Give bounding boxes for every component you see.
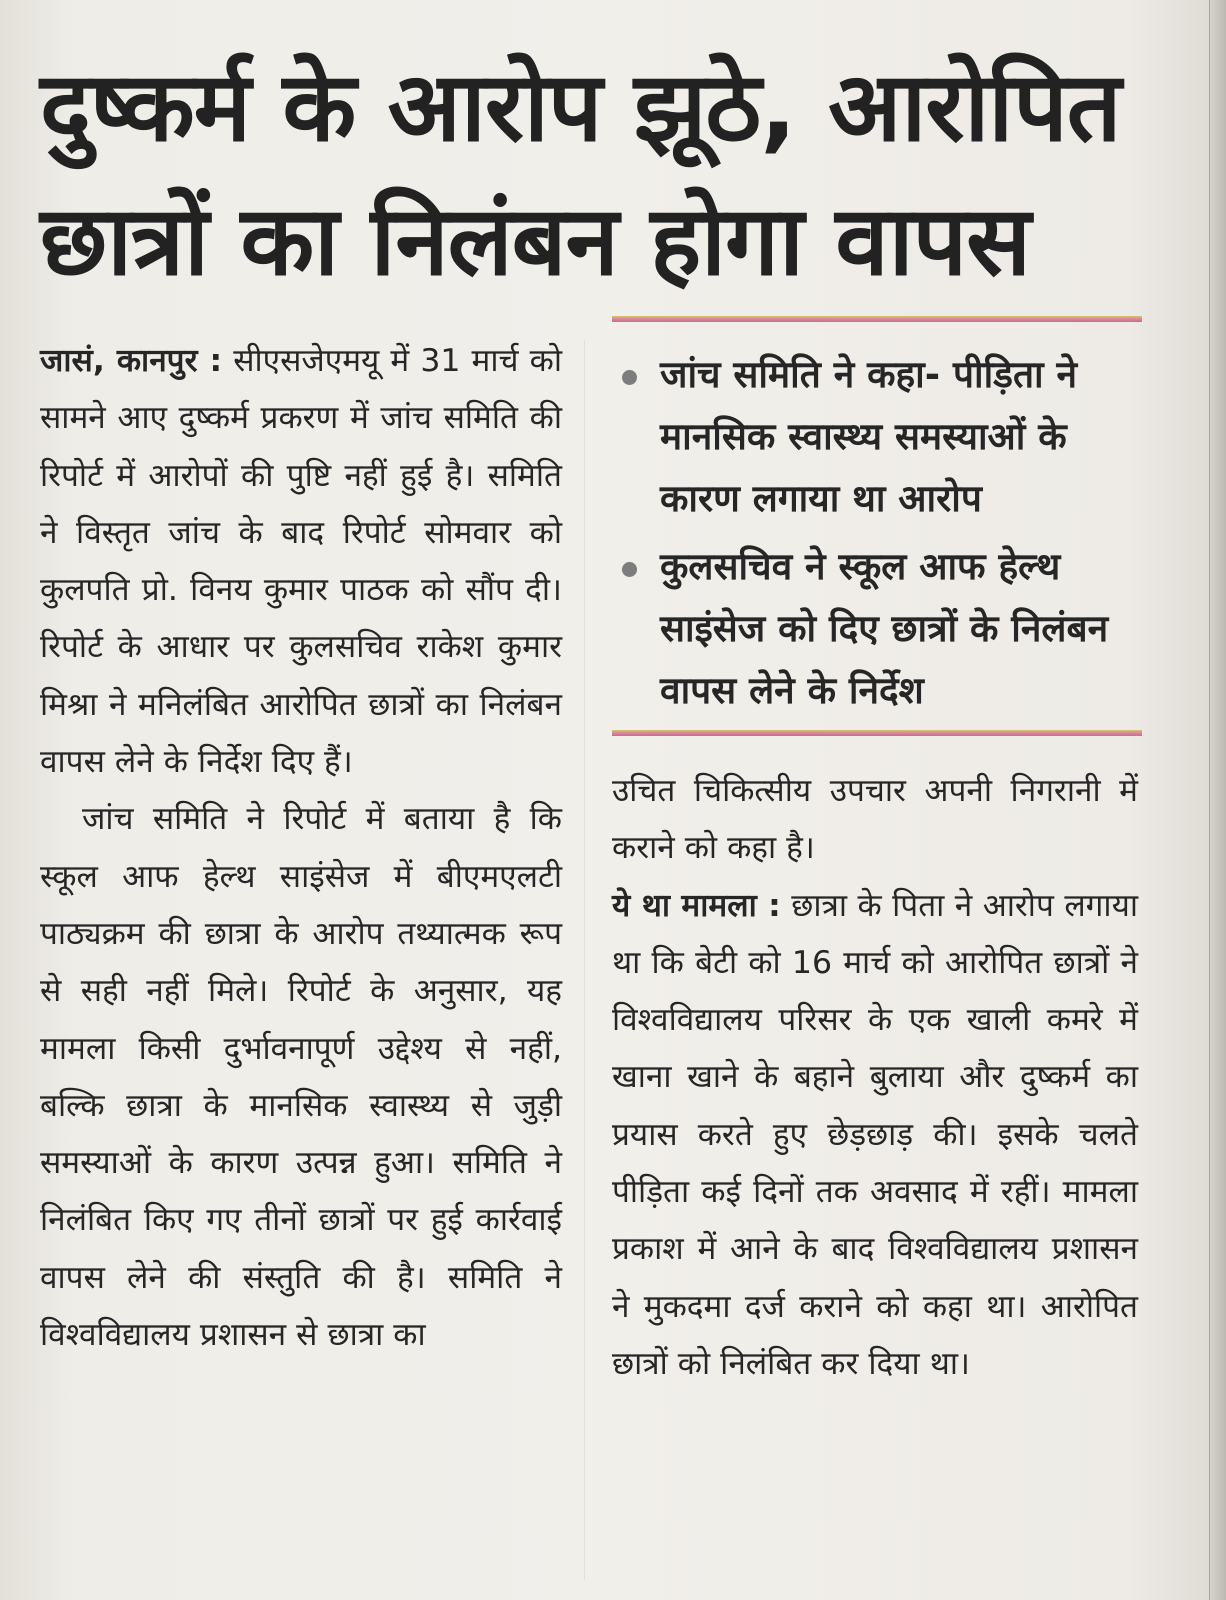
highlights-box [612,316,1142,746]
article-column-left [40,333,562,1364]
headline-line-2: छात्रों का निलंबन होगा वापस [40,185,1031,297]
dateline: जासं, कानपुर : [40,343,223,379]
bullet-icon [622,562,637,577]
highlights-bottom-rule [612,730,1142,736]
article-paragraph-3: उचित चिकित्सीय उपचार अपनी निगरानी में कराने को कहा है। [612,773,1138,867]
highlights-top-rule [612,316,1142,322]
subheading: ये था मामला : [612,887,781,924]
headline [40,40,1160,308]
highlights-list [612,344,1142,728]
bullet-icon [622,370,637,385]
column-gutter [584,340,585,1580]
highlight-item [612,344,1142,530]
paragraph-4-text: छात्रा के पिता ने आरोप लगाया था कि बेटी को 16 मार्च को आरोपित छात्रों ने विश्वविद्यालय परिसर के एक खाली कमरे में खाना खाने के बहाने बुलाया और दुष्कर्म का प्रयास करते हुए छेड़छाड़ की। इसके चलते पीड़िता कई दिनों तक अवसाद में रहीं। मामला प्रकाश में आने के बाद विश्वविद्यालय प्रशासन ने मुकदमा दर्ज कराने को कहा था। आरोपित छात्रों को निलंबित कर दिया था। [612,887,1138,1382]
headline-line-1: दुष्कर्म के आरोप झूठे, आरोपित [40,51,1121,163]
paragraph-1-text: सीएसजेएमयू में 31 मार्च को सामने आए दुष्कर्म प्रकरण में जांच समिति की रिपोर्ट में आरोपों की पुष्टि नहीं हुई है। समिति ने विस्तृत जांच के बाद रिपोर्ट सोमवार को कुलपति प्रो. विनय कुमार पाठक को सौंप दी। रिपोर्ट के आधार पर कुलसचिव राकेश कुमार मिश्रा ने मनिलंबित आरोपित छात्रों का निलंबन वापस लेने के निर्देश दिए हैं। [40,343,562,781]
article-paragraph-2: जांच समिति ने रिपोर्ट में बताया है कि स्कूल आफ हेल्थ साइंसेज में बीएमएलटी पाठ्यक्रम की छात्रा के आरोप तथ्यात्मक रूप से सही नहीं मिले। रिपोर्ट के अनुसार, यह मामला किसी दुर्भावनापूर्ण उद्देश्य से नहीं, बल्कि छात्रा के मानसिक स्वास्थ्य से जुड़ी समस्याओं के कारण उत्पन्न हुआ। समिति ने निलंबित किए गए तीनों छात्रों पर हुई कार्रवाई वापस लेने की संस्तुति की है। समिति ने विश्वविद्यालय प्रशासन से छात्रा का [40,801,562,1354]
highlight-text: कुलसचिव ने स्कूल आफ हेल्थ साइंसेज को दिए छात्रों के निलंबन वापस लेने के निर्देश [660,545,1109,712]
highlight-item [612,536,1142,722]
highlight-text: जांच समिति ने कहा- पीड़िता ने मानसिक स्वास्थ्य समस्याओं के कारण लगाया था आरोप [660,353,1078,520]
article-paragraph-1 [40,333,562,791]
article-column-right [612,763,1138,1393]
article-paragraph-4 [612,878,1138,1394]
page-edge [1209,0,1226,1600]
